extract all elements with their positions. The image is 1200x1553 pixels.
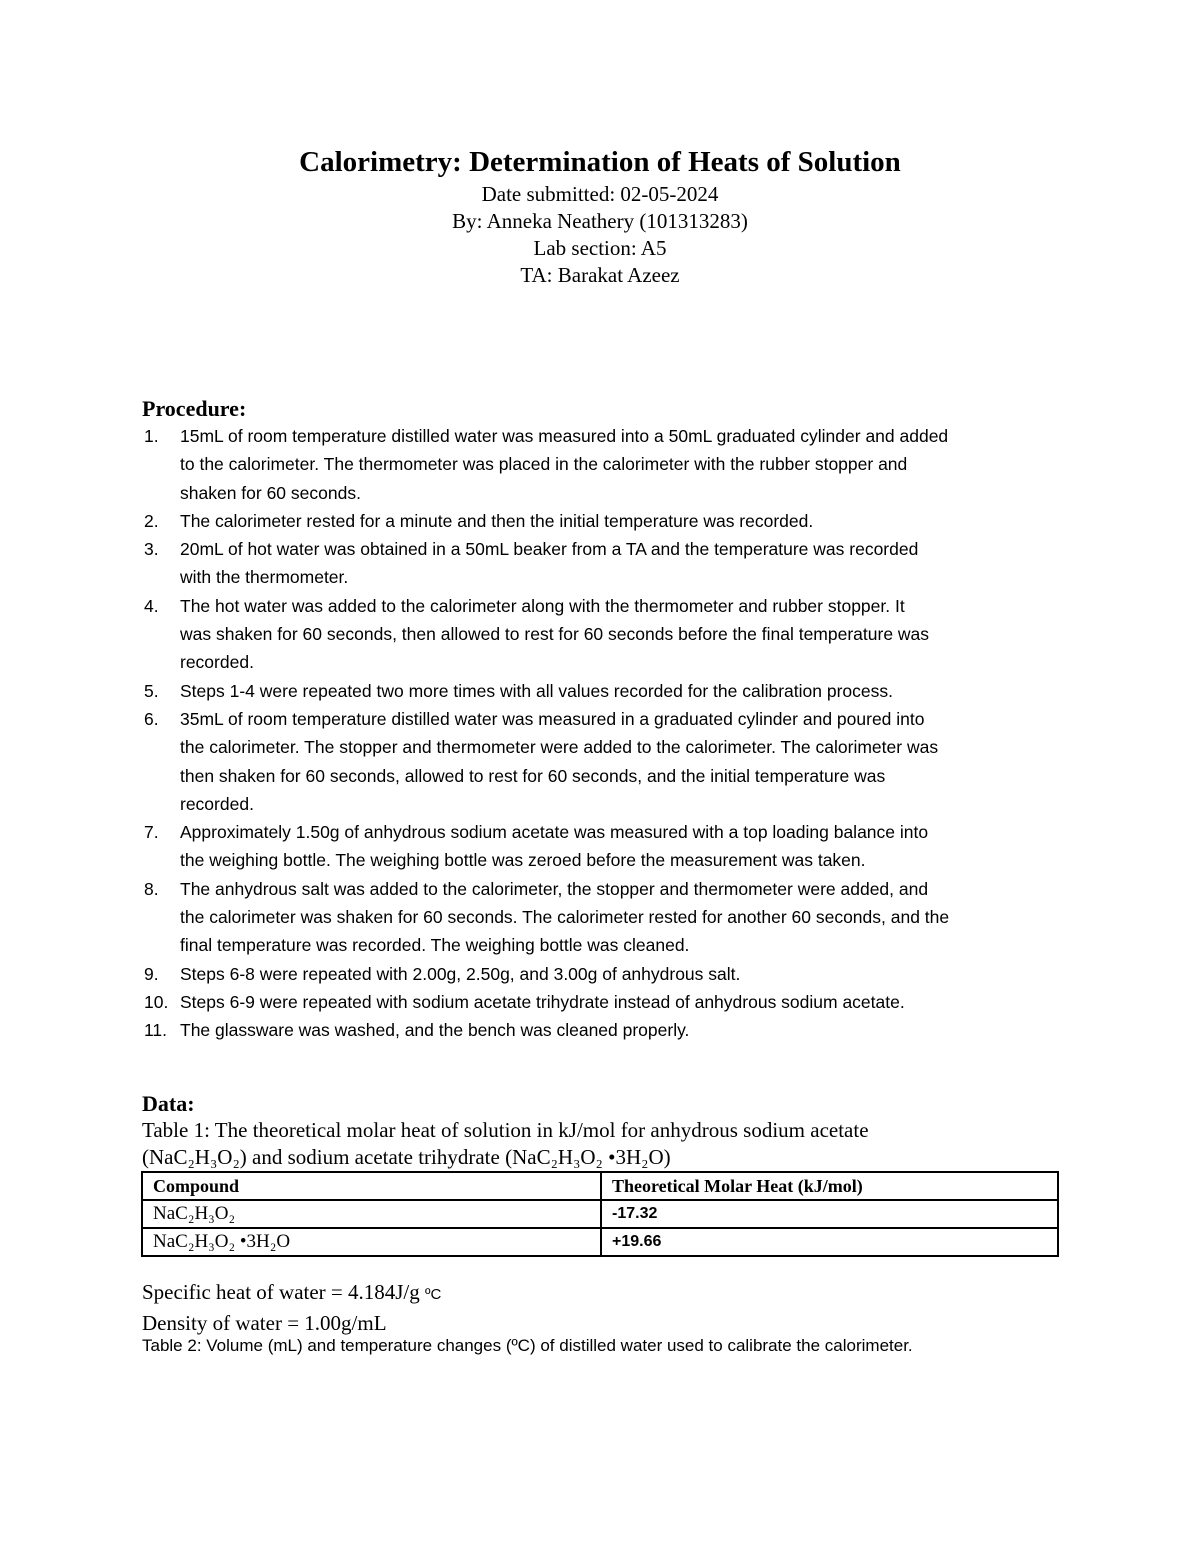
molar-heat-cell: +19.66 bbox=[601, 1228, 1058, 1256]
specific-heat-text: Specific heat of water = 4.184J/g bbox=[142, 1280, 426, 1304]
procedure-step bbox=[142, 592, 1072, 677]
procedure-step bbox=[142, 422, 1072, 507]
step-text-line: The glassware was washed, and the bench was cleaned properly. bbox=[180, 1020, 690, 1041]
column-header-molar-heat: Theoretical Molar Heat (kJ/mol) bbox=[601, 1172, 1058, 1200]
step-text-line: to the calorimeter. The thermometer was placed in the calorimeter with the rubber stopper and bbox=[180, 454, 908, 475]
procedure-step bbox=[142, 507, 1072, 535]
specific-heat-line bbox=[142, 1278, 441, 1309]
molar-heat-table bbox=[141, 1171, 1059, 1257]
table1-caption-line2: (NaC₂H₃O₂) and sodium acetate trihydrate (NaC₂H₃O₂ •3H₂O) bbox=[142, 1145, 671, 1169]
author-line: By: Anneka Neathery (101313283) bbox=[452, 209, 748, 233]
molar-heat-cell: -17.32 bbox=[601, 1200, 1058, 1228]
step-text-line: recorded. bbox=[180, 652, 254, 673]
column-header-compound: Compound bbox=[142, 1172, 601, 1200]
step-number: 8. bbox=[144, 878, 159, 899]
step-number: 10. bbox=[144, 991, 169, 1012]
specific-heat-unit: ºC bbox=[425, 1286, 442, 1303]
step-number: 7. bbox=[144, 822, 159, 843]
step-text-line: the calorimeter. The stopper and thermometer were added to the calorimeter. The calorimeter was bbox=[180, 737, 939, 758]
step-text-line: Approximately 1.50g of anhydrous sodium acetate was measured with a top loading balance into bbox=[180, 822, 929, 843]
procedure-step bbox=[142, 535, 1072, 592]
procedure-list bbox=[142, 422, 1072, 1045]
procedure-step bbox=[142, 818, 1072, 875]
procedure-heading: Procedure: bbox=[142, 396, 247, 421]
step-text-line: 20mL of hot water was obtained in a 50mL beaker from a TA and the temperature was recorded bbox=[180, 539, 919, 560]
compound-cell: NaC₂H₃O₂ bbox=[142, 1200, 601, 1228]
table1-caption bbox=[142, 1117, 1072, 1171]
step-number: 11. bbox=[144, 1020, 168, 1041]
table-row bbox=[142, 1200, 1058, 1228]
step-text-line: shaken for 60 seconds. bbox=[180, 482, 361, 503]
step-number: 3. bbox=[144, 539, 159, 560]
step-number: 5. bbox=[144, 680, 159, 701]
step-text-line: was shaken for 60 seconds, then allowed to rest for 60 seconds before the final temperature was bbox=[180, 624, 930, 645]
step-number: 2. bbox=[144, 510, 159, 531]
step-number: 6. bbox=[144, 708, 159, 729]
date-submitted: Date submitted: 02-05-2024 bbox=[481, 182, 719, 206]
density-line: Density of water = 1.00g/mL bbox=[142, 1311, 387, 1335]
procedure-step bbox=[142, 988, 1072, 1016]
table2-caption: Table 2: Volume (mL) and temperature changes (ºC) of distilled water used to calibrate the calorimeter. bbox=[142, 1336, 913, 1355]
data-heading: Data: bbox=[142, 1091, 195, 1116]
ta-line: TA: Barakat Azeez bbox=[520, 263, 680, 287]
step-text-line: The calorimeter rested for a minute and then the initial temperature was recorded. bbox=[180, 510, 814, 531]
document-title: Calorimetry: Determination of Heats of Solution bbox=[299, 146, 901, 178]
constants-block bbox=[142, 1278, 441, 1338]
table1-caption-line1: Table 1: The theoretical molar heat of solution in kJ/mol for anhydrous sodium acetate bbox=[142, 1118, 869, 1142]
procedure-step bbox=[142, 705, 1072, 818]
table-header-row bbox=[142, 1172, 1058, 1200]
procedure-step bbox=[142, 960, 1072, 988]
compound-cell: NaC₂H₃O₂ •3H₂O bbox=[142, 1228, 601, 1256]
step-number: 4. bbox=[144, 595, 159, 616]
step-number: 9. bbox=[144, 963, 159, 984]
step-text-line: 35mL of room temperature distilled water was measured in a graduated cylinder and poured into bbox=[180, 708, 925, 729]
procedure-step bbox=[142, 677, 1072, 705]
step-text-line: 15mL of room temperature distilled water was measured into a 50mL graduated cylinder and added bbox=[180, 426, 949, 446]
step-text-line: recorded. bbox=[180, 793, 254, 814]
step-text-line: then shaken for 60 seconds, allowed to rest for 60 seconds, and the initial temperature was bbox=[180, 765, 886, 786]
step-text-line: the weighing bottle. The weighing bottle was zeroed before the measurement was taken. bbox=[180, 850, 866, 871]
step-text-line: The anhydrous salt was added to the calorimeter, the stopper and thermometer were added, and bbox=[180, 878, 929, 899]
procedure-step bbox=[142, 1016, 1072, 1044]
step-text-line: The hot water was added to the calorimeter along with the thermometer and rubber stopper. It bbox=[180, 595, 905, 616]
procedure-step bbox=[142, 875, 1072, 960]
title-block bbox=[0, 143, 1200, 289]
table-row bbox=[142, 1228, 1058, 1256]
lab-section: Lab section: A5 bbox=[533, 236, 667, 260]
step-text-line: the calorimeter was shaken for 60 seconds. The calorimeter rested for another 60 seconds, and the bbox=[180, 907, 950, 928]
step-text-line: Steps 1-4 were repeated two more times with all values recorded for the calibration process. bbox=[180, 680, 893, 701]
step-text-line: with the thermometer. bbox=[180, 567, 349, 588]
step-text-line: Steps 6-9 were repeated with sodium acetate trihydrate instead of anhydrous sodium acetate. bbox=[180, 991, 905, 1012]
step-text-line: final temperature was recorded. The weighing bottle was cleaned. bbox=[180, 935, 690, 956]
step-number: 1. bbox=[144, 426, 159, 446]
step-text-line: Steps 6-8 were repeated with 2.00g, 2.50g, and 3.00g of anhydrous salt. bbox=[180, 963, 741, 984]
